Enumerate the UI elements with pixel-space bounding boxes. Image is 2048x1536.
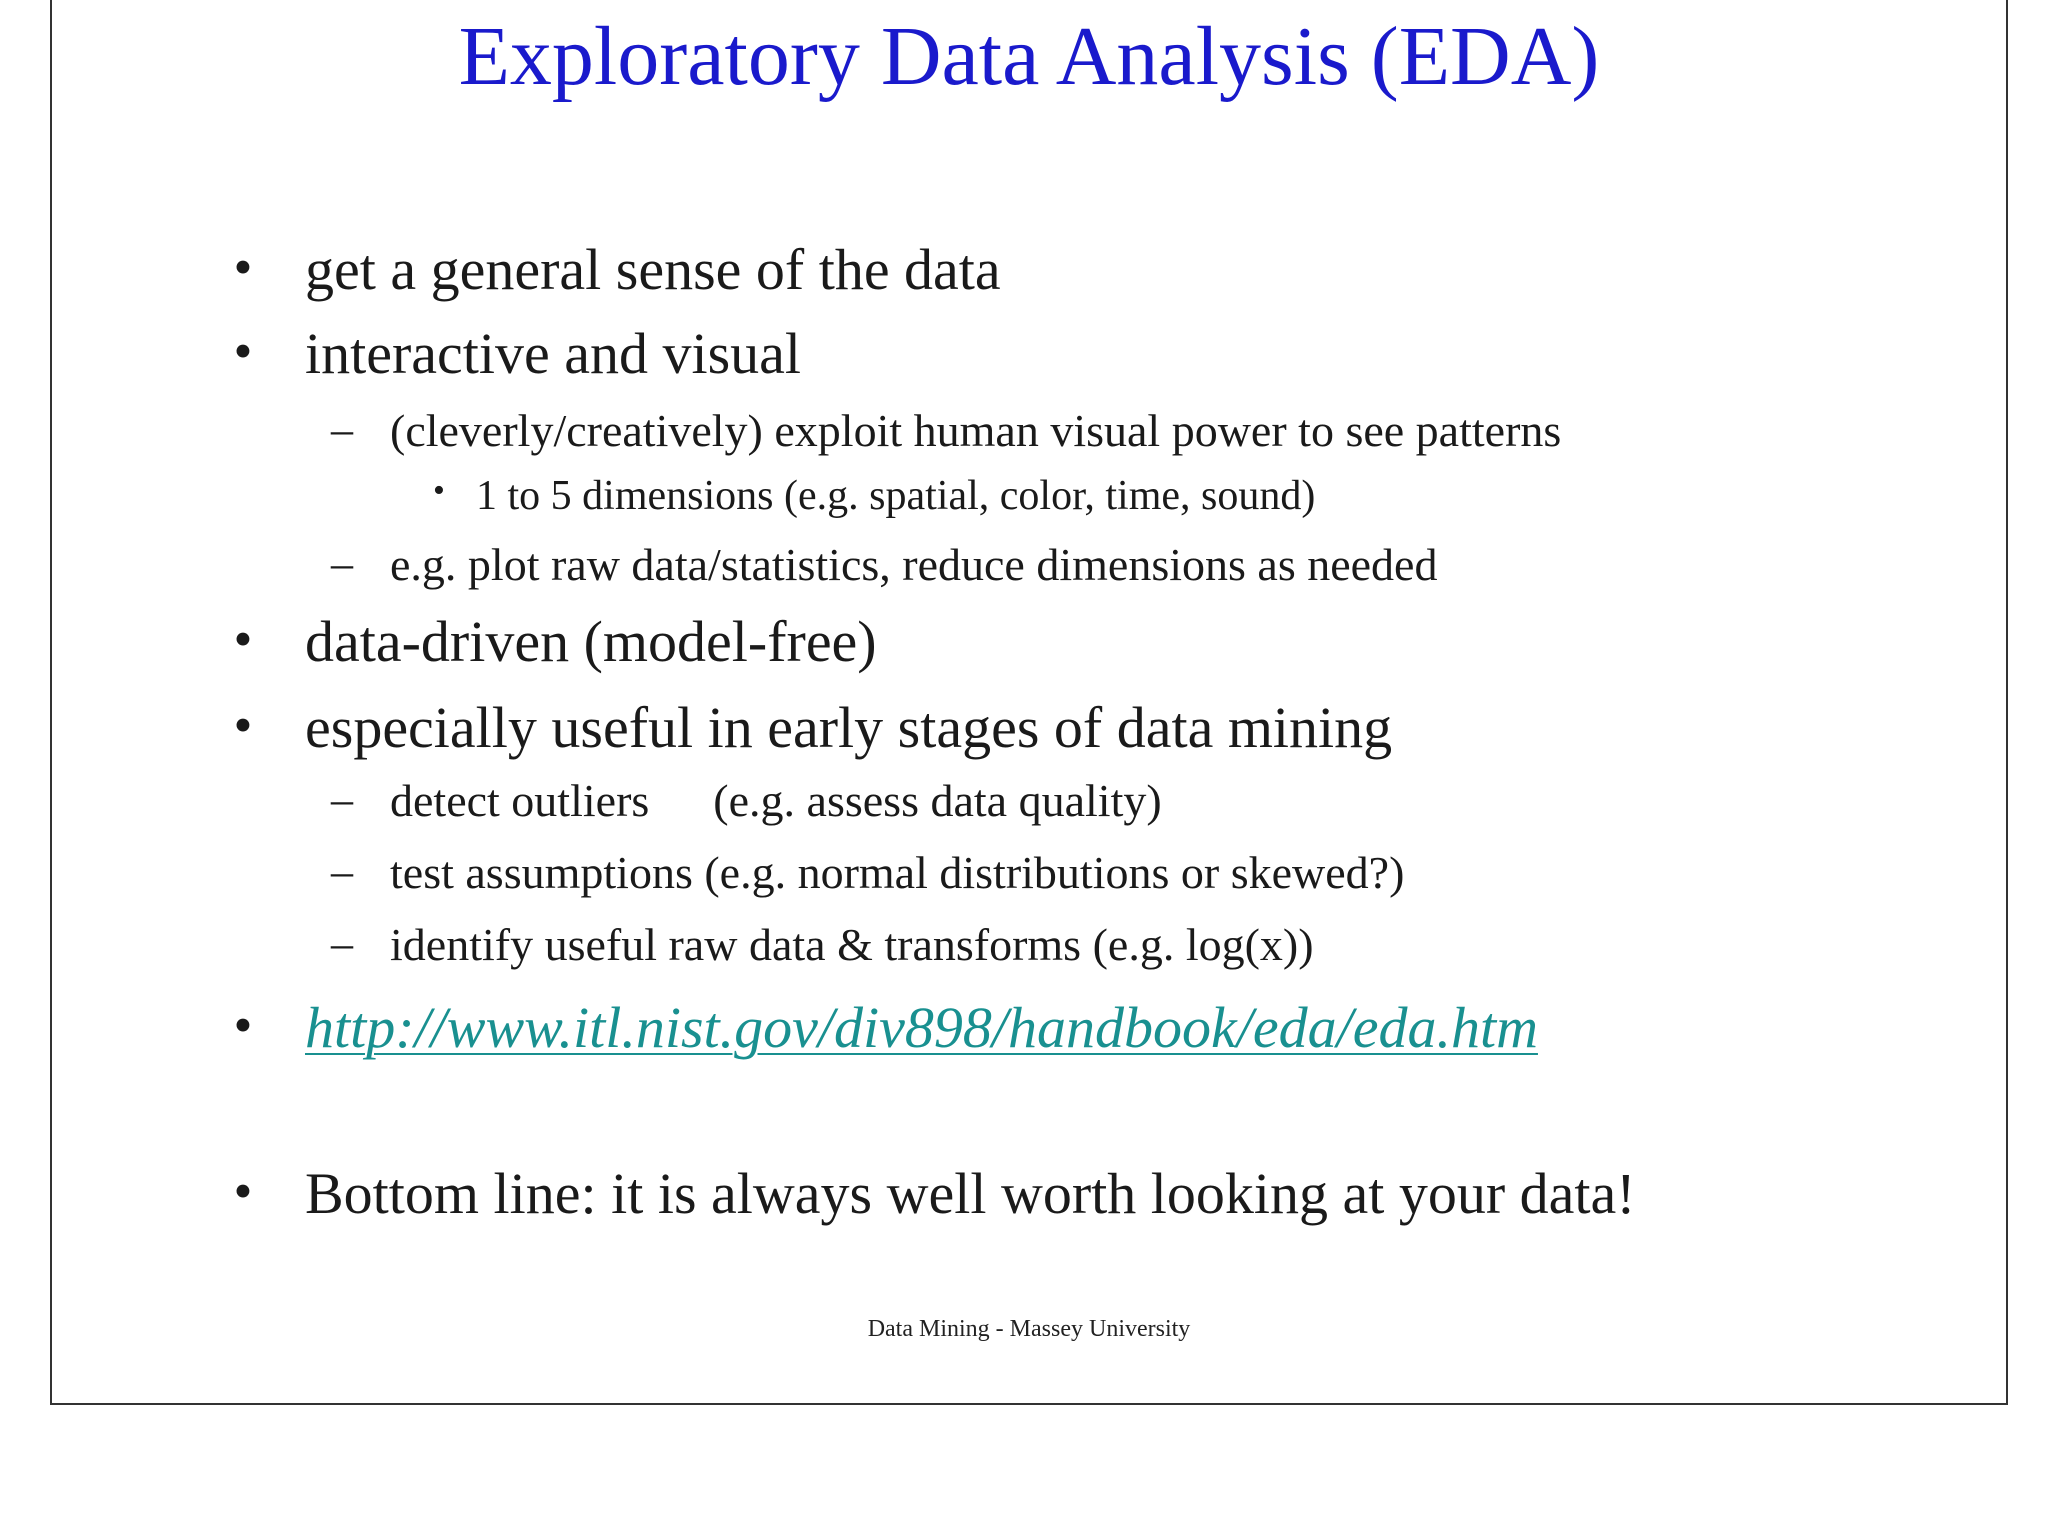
bullet-icon: • <box>233 609 253 669</box>
sub-bullet-text: identify useful raw data & transforms (e.g. log(x)) <box>390 919 1314 970</box>
slide <box>50 0 2008 1405</box>
dash-icon: – <box>331 919 353 968</box>
dash-icon: – <box>331 539 353 588</box>
slide-footer: Data Mining - Massey University <box>867 1316 1191 1342</box>
detect-outliers-text: detect outliers <box>390 775 650 826</box>
bullet-icon: • <box>233 1161 253 1221</box>
dash-icon: – <box>331 847 353 896</box>
bullet-icon: • <box>233 995 253 1055</box>
nist-handbook-link[interactable]: http://www.itl.nist.gov/div898/handbook/eda/eda.htm <box>305 995 1538 1060</box>
bullet-text: interactive and visual <box>305 321 802 386</box>
bullet-icon: • <box>233 237 253 297</box>
bottom-line-text: Bottom line: it is always well worth looking at your data! <box>305 1161 1636 1226</box>
sub-bullet-text: e.g. plot raw data/statistics, reduce dimensions as needed <box>390 539 1438 590</box>
sub-bullet-text: test assumptions (e.g. normal distributions or skewed?) <box>390 847 1405 898</box>
bullet-icon: • <box>433 472 445 509</box>
detect-outliers-note: (e.g. assess data quality) <box>713 775 1162 826</box>
bullet-text: especially useful in early stages of data mining <box>305 695 1393 760</box>
bullet-text: get a general sense of the data <box>305 237 1001 302</box>
bullet-icon: • <box>233 695 253 755</box>
bullet-text: data-driven (model-free) <box>305 609 877 674</box>
dash-icon: – <box>331 775 353 824</box>
bullet-icon: • <box>233 321 253 381</box>
sub-bullet-text <box>390 774 1162 827</box>
sub-sub-bullet-text: 1 to 5 dimensions (e.g. spatial, color, time, sound) <box>476 473 1316 519</box>
sub-bullet-text: (cleverly/creatively) exploit human visual power to see patterns <box>390 405 1562 456</box>
slide-title: Exploratory Data Analysis (EDA) <box>458 10 1600 103</box>
dash-icon: – <box>331 405 353 454</box>
